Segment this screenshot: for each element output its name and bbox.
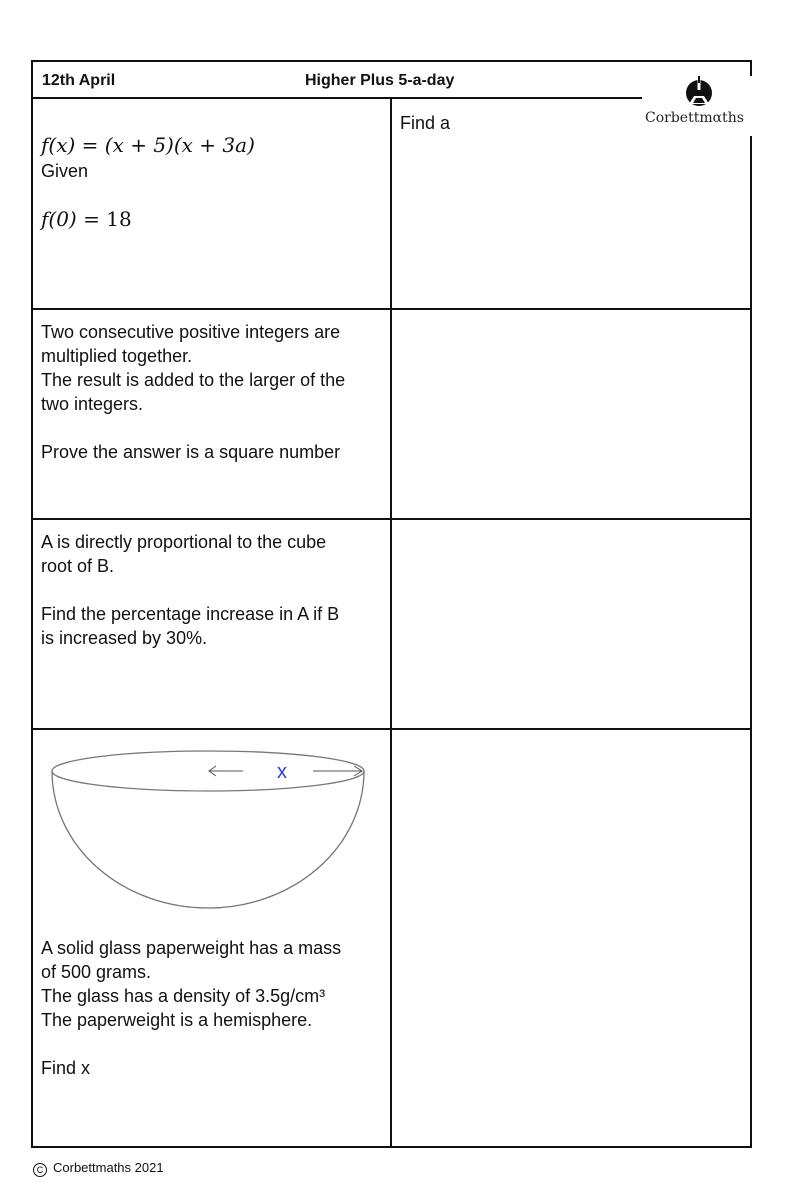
footer xyxy=(33,1160,164,1177)
given-condition: f(0) = 18 xyxy=(41,207,132,231)
question-4-text: A solid glass paperweight has a mass of 500 grams. The glass has a density of 3.5g/cm³ The paperweight is a hemisphere. Find x xyxy=(41,938,342,1078)
answer-cell-3[interactable] xyxy=(392,520,750,728)
footer-text: Corbettmaths 2021 xyxy=(53,1160,164,1175)
given-rhs: 18 xyxy=(106,207,132,231)
function-lhs: f(x) xyxy=(41,133,76,157)
date-label: 12th April xyxy=(42,72,116,89)
given-lhs: f(0) xyxy=(41,207,77,231)
given-label: Given xyxy=(41,161,89,181)
answer-cell-2[interactable] xyxy=(392,310,750,518)
logo-text: Corbettmαths xyxy=(645,110,744,126)
function-rhs: (x + 5)(x + 3a) xyxy=(104,133,255,157)
question-row-1 xyxy=(33,99,750,310)
question-2-text: Two consecutive positive integers are multiplied together. The result is added to the larger of the two integers. Prove the answer is a square number xyxy=(41,322,346,462)
function-definition: f(x) = (x + 5)(x + 3a) xyxy=(41,133,255,157)
question-row-3 xyxy=(33,520,750,730)
question-cell-4 xyxy=(33,730,392,1148)
question-row-4 xyxy=(33,730,750,1148)
question-cell-1 xyxy=(33,99,392,308)
answer-cell-1[interactable] xyxy=(392,99,750,308)
answer-cell-4[interactable] xyxy=(392,730,750,1148)
copyright-icon: C xyxy=(33,1163,47,1177)
question-row-2 xyxy=(33,310,750,520)
worksheet xyxy=(31,60,752,1148)
hemisphere-diagram xyxy=(33,730,392,920)
task-find-a: Find a xyxy=(400,113,451,133)
question-cell-2 xyxy=(33,310,392,518)
worksheet-title: Higher Plus 5-a-day xyxy=(305,72,455,89)
question-cell-3 xyxy=(33,520,392,728)
radius-label: x xyxy=(277,761,287,783)
question-3-text: A is directly proportional to the cube root of B. Find the percentage increase in A if B is increased by 30%. xyxy=(41,532,340,648)
